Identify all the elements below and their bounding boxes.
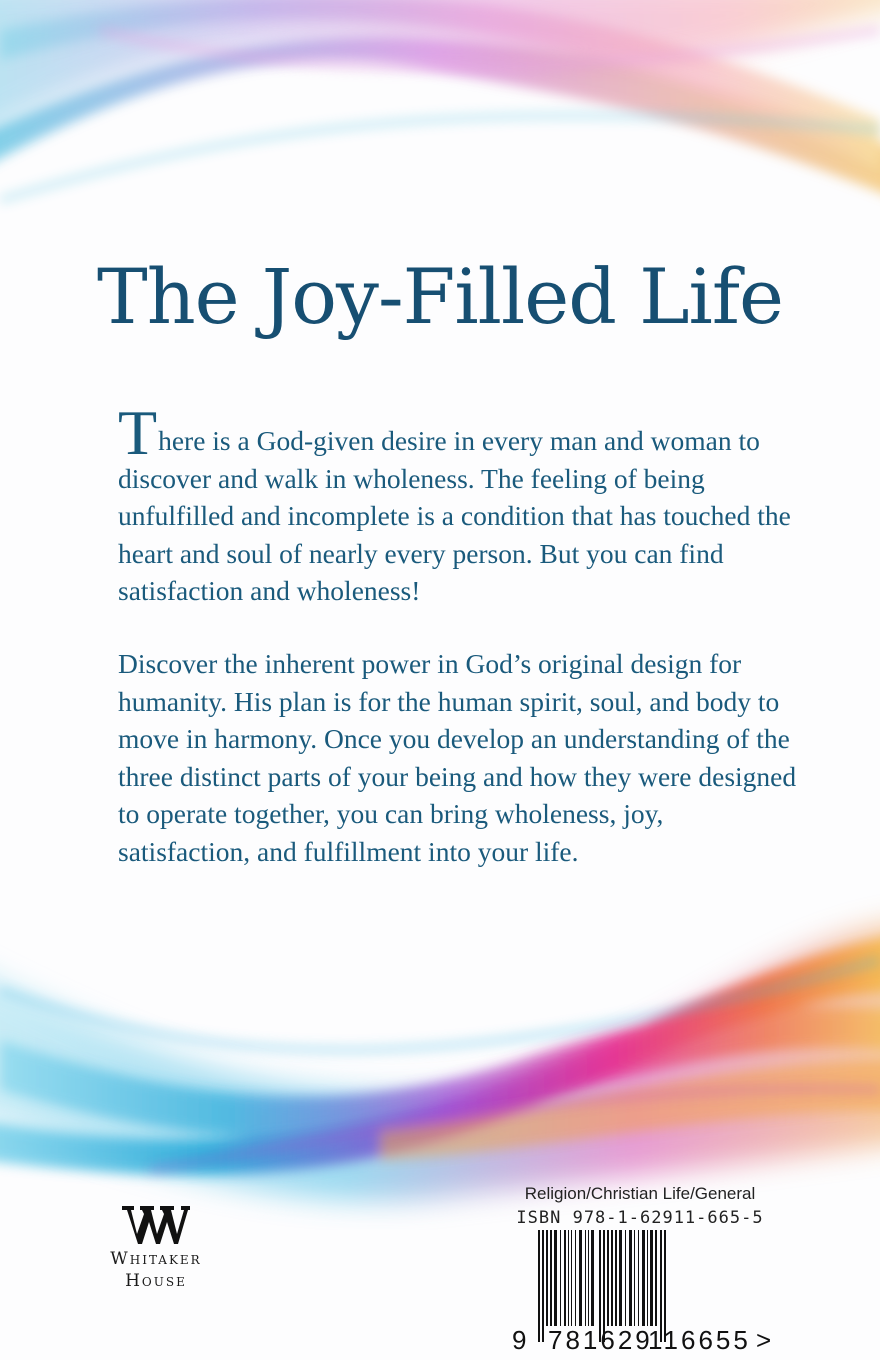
barcode-bar bbox=[568, 1230, 569, 1326]
barcode-bar bbox=[642, 1230, 645, 1326]
barcode-bar bbox=[546, 1230, 548, 1326]
barcode-bar bbox=[650, 1230, 653, 1326]
barcode-lead-digit: 9 bbox=[512, 1325, 527, 1355]
barcode-bar bbox=[629, 1230, 632, 1326]
barcode-bar bbox=[634, 1230, 635, 1326]
barcode-bar bbox=[564, 1230, 566, 1326]
whitaker-house-w-logo-icon bbox=[120, 1204, 192, 1248]
barcode-end-mark: > bbox=[756, 1325, 772, 1355]
barcode-bar bbox=[611, 1230, 613, 1326]
paragraph-1-text: here is a God-given desire in every man and woman to discover and walk in wholeness. The feeling of being unfulfilled and incomplete is a condition that has touched the heart and soul of nearly every person. But you can find satisfaction and wholeness! bbox=[118, 425, 791, 606]
publisher-name-line-1: Whitaker bbox=[110, 1249, 202, 1269]
book-title: The Joy-Filled Life bbox=[97, 252, 783, 341]
barcode-bar bbox=[615, 1230, 617, 1326]
isbn-label: ISBN 978-1-62911-665-5 bbox=[516, 1208, 764, 1228]
barcode-bar bbox=[554, 1230, 557, 1326]
barcode-bar bbox=[560, 1230, 561, 1326]
barcode-bar bbox=[625, 1230, 626, 1326]
description-paragraph-2: Discover the inherent power in God’s original design for humanity. His plan is for the human spirit, soul, and body to move in harmony. Once you develop an understanding of the three distinct parts of your being and how they were designed to operate together, you can bring wholeness, joy, satisfaction, and fulfillment into your life. bbox=[118, 648, 797, 867]
barcode-bar bbox=[585, 1230, 586, 1326]
barcode-bar bbox=[550, 1230, 552, 1326]
barcode-bar bbox=[607, 1230, 609, 1326]
drop-cap: T bbox=[118, 397, 158, 468]
publisher-name-line-2: House bbox=[125, 1271, 187, 1291]
barcode-digits bbox=[508, 1325, 776, 1355]
barcode-right-group: 116655 bbox=[648, 1325, 751, 1355]
publisher-logo bbox=[98, 1204, 214, 1292]
barcode-bar bbox=[588, 1230, 589, 1326]
barcode-bar bbox=[619, 1230, 622, 1326]
barcode-left-group: 781629 bbox=[548, 1325, 653, 1355]
barcode-bar bbox=[571, 1230, 572, 1326]
book-category: Religion/Christian Life/General bbox=[524, 1184, 756, 1203]
barcode-bar bbox=[655, 1230, 657, 1326]
description-paragraph-1 bbox=[118, 397, 798, 610]
barcode-bar bbox=[591, 1230, 594, 1326]
barcode-bar bbox=[647, 1230, 648, 1326]
barcode-bar bbox=[579, 1230, 582, 1326]
barcode-bar bbox=[575, 1230, 576, 1326]
barcode-bar bbox=[638, 1230, 639, 1326]
